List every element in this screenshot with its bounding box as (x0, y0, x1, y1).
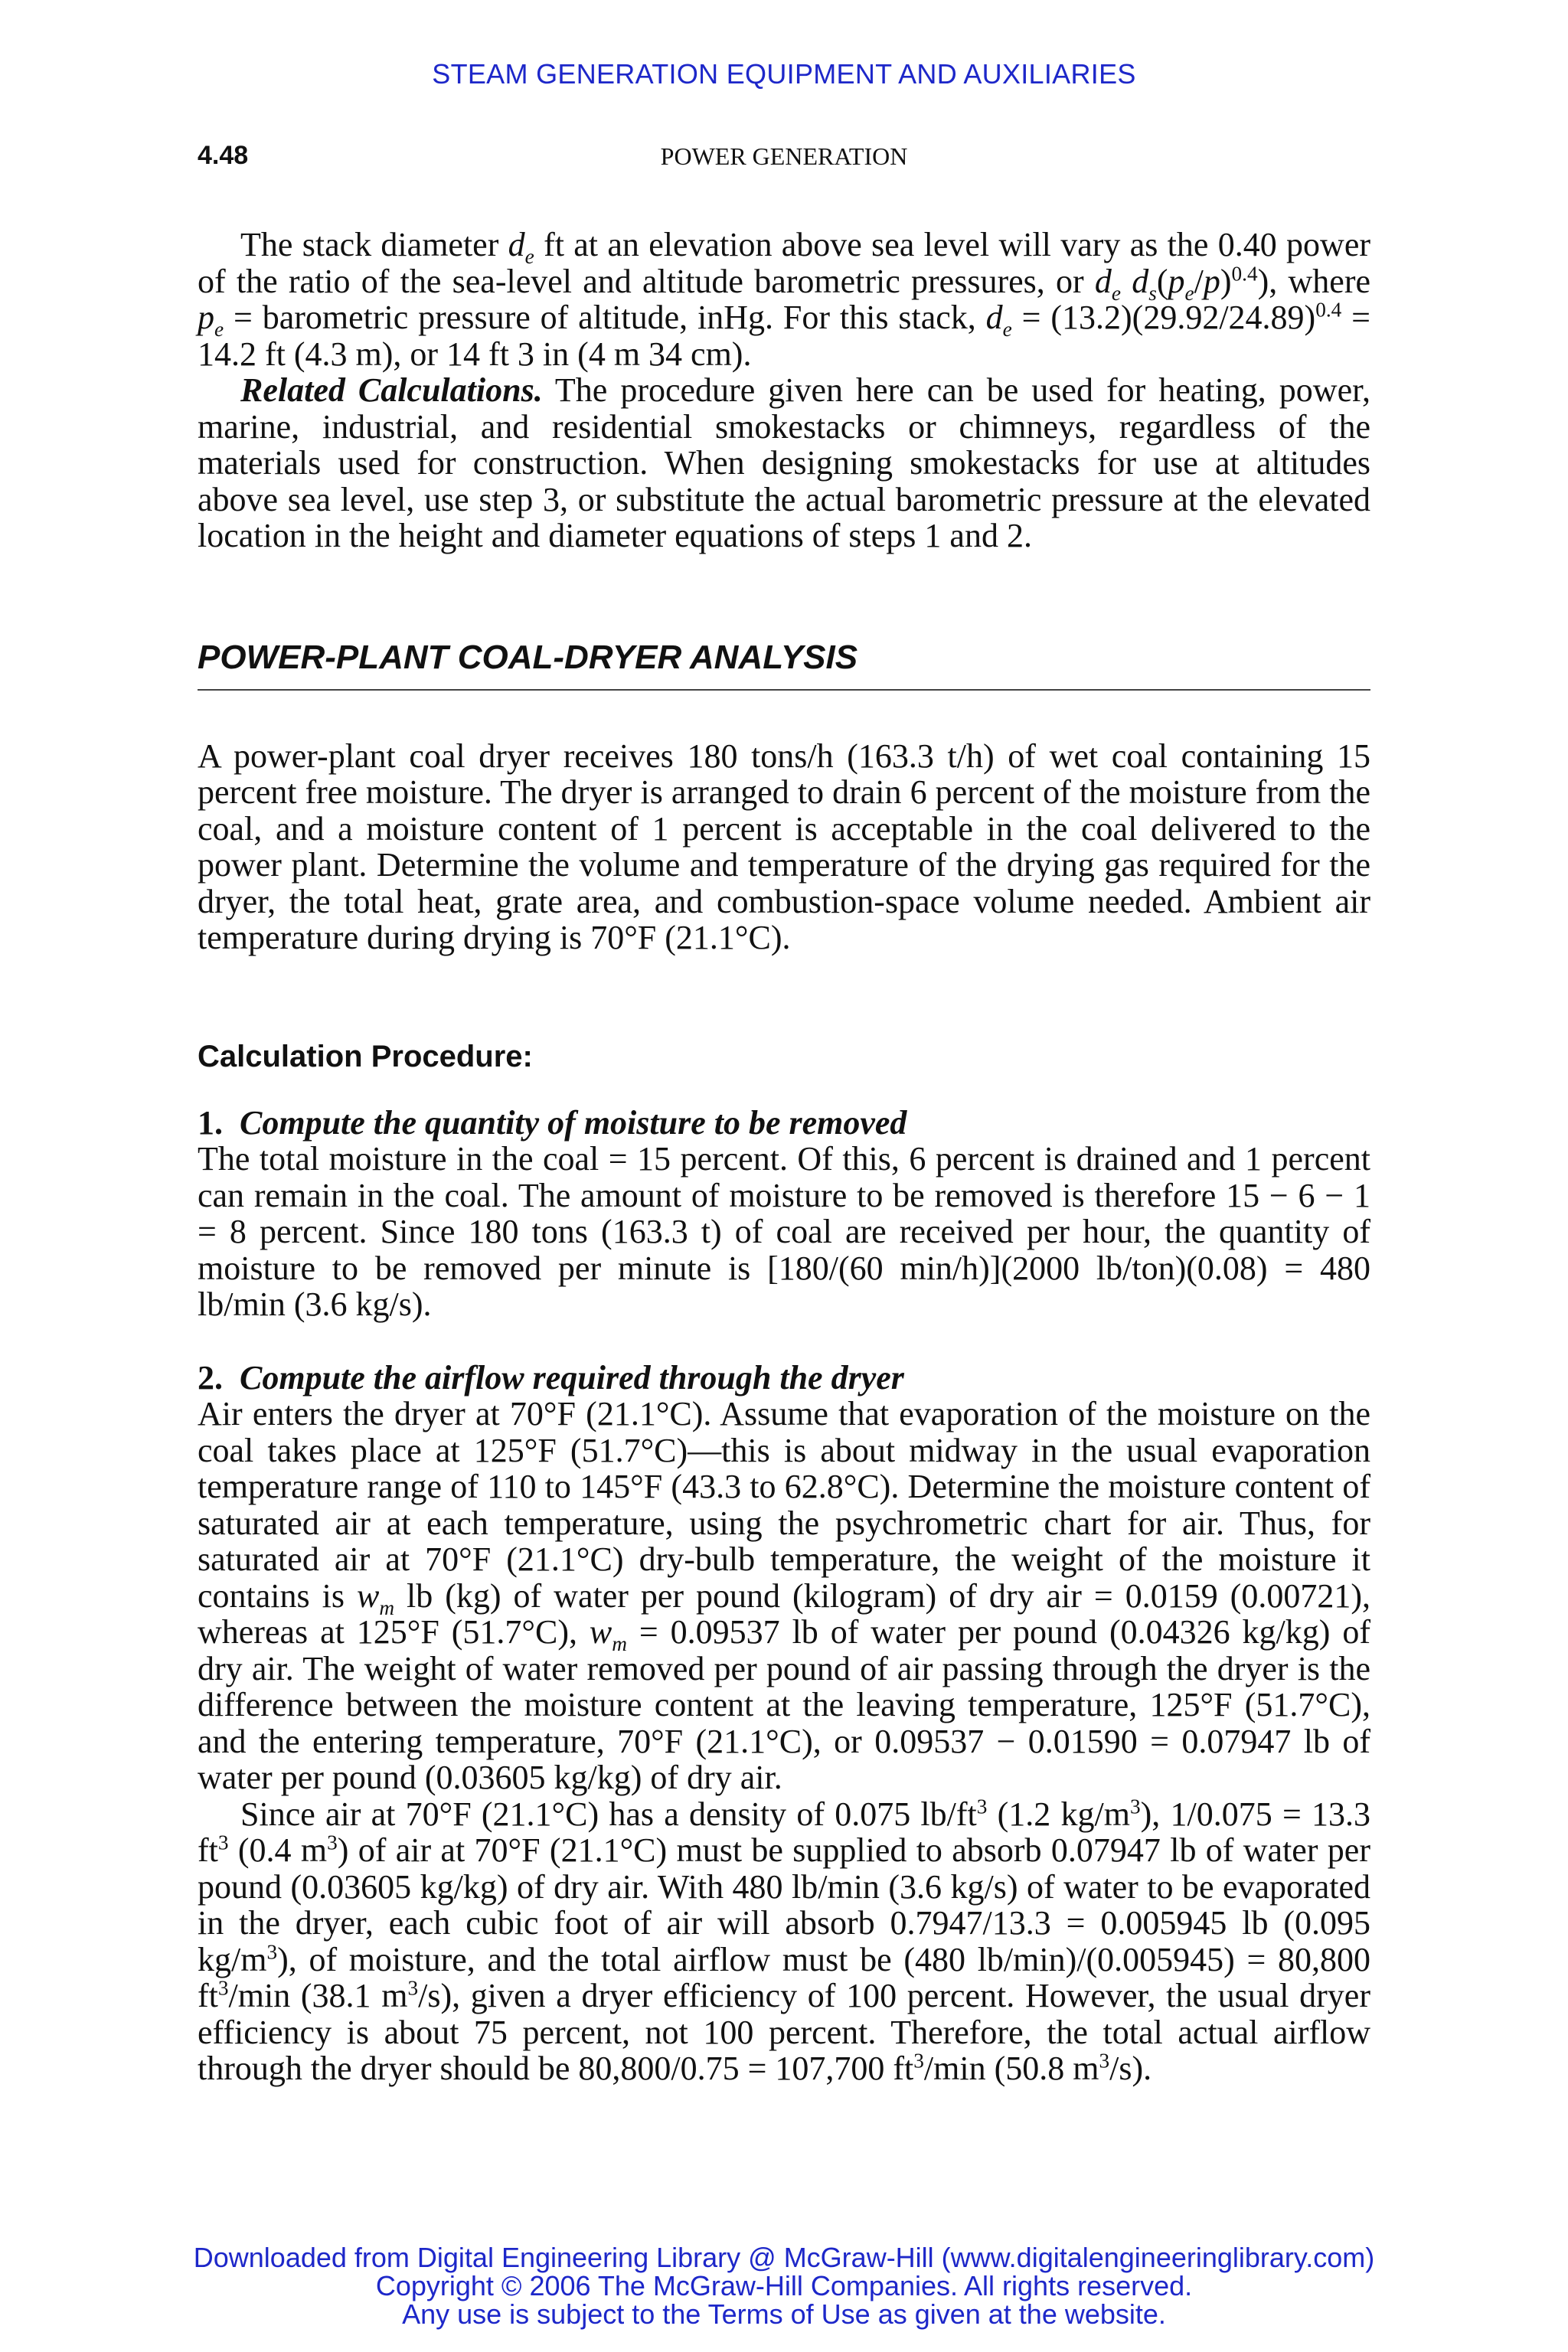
section-title: POWER-PLANT COAL-DRYER ANALYSIS (198, 635, 1370, 691)
footer (0, 2243, 1568, 2328)
footer-copyright-line: Copyright © 2006 The McGraw-Hill Companies. All rights reserved. (375, 2270, 1193, 2301)
stack-diameter-paragraph: The stack diameter $d_e$ ft at an elevation above sea level will vary as the 0.40 power of the ratio of the sea-level and altitude barometric pressures, or $d_e$ $d_s(p_e/p)^{0.4}$), where $p_e$ = barometric pressure of altitude, inHg. For this stack, $d_e = (13.2)(29.92/24.89)^{0.4} = 14.2$ ft (4.3 m), or 14 ft 3 in (4 m 34 cm). (198, 226, 1371, 373)
calculation-procedure-heading: Calculation Procedure: (198, 1039, 533, 1073)
related-calculations-label: Related Calculations. (240, 371, 543, 409)
footer-download-line: Downloaded from Digital Engineering Library @ McGraw-Hill (www.digitalengineeringlibrary.com) (193, 2242, 1375, 2273)
book-title: POWER GENERATION (660, 142, 908, 170)
footer-terms-line: Any use is subject to the Terms of Use as given at the website. (402, 2298, 1166, 2330)
running-head: STEAM GENERATION EQUIPMENT AND AUXILIARIES (432, 58, 1136, 90)
step-2-paragraph-1: Air enters the dryer at 70°F (21.1°C). Assume that evaporation of the moisture on the coal takes place at 125°F (51.7°C)—this is about midway in the usual evaporation temperature range of 110 to 145°F (43.3 to 62.8°C). Determine the moisture content of saturated air at each temperature, using the psychrometric chart for air. Thus, for saturated air at 70°F (21.1°C) dry-bulb temperature, the weight of the moisture it contains is $w_m$ lb (kg) of water per pound (kilogram) of dry air = 0.0159 (0.00721), whereas at 125°F (51.7°C), $w_m = 0.09537$ lb of water per pound (0.04326 kg/kg) of dry air. The weight of water removed per pound of air passing through the dryer is the difference between the moisture content at the leaving temperature, 125°F (51.7°C), and the entering temperature, 70°F (21.1°C), or 0.09537 − 0.01590 = 0.07947 lb of water per pound (0.03605 kg/kg) of dry air. (198, 1395, 1371, 1796)
problem-statement: A power-plant coal dryer receives 180 tons/h (163.3 t/h) of wet coal containing 15 percent free moisture. The dryer is arranged to drain 6 percent of the moisture from the coal, and a moisture content of 1 percent is acceptable in the coal delivered to the power plant. Determine the volume and temperature of the drying gas required for the dryer, the total heat, grate area, and combustion-space volume needed. Ambient air temperature during drying is 70°F (21.1°C). (198, 737, 1370, 956)
page-number: 4.48 (198, 141, 249, 170)
related-calculations-paragraph: Related Calculations. The procedure given here can be used for heating, power, marine, industrial, and residential smokestacks or chimneys, regardless of the materials used for construction. When designing smokestacks for use at altitudes above sea level, use step 3, or substitute the actual barometric pressure at the elevated location in the height and diameter equations of steps 1 and 2. (198, 371, 1370, 554)
step-2-heading: 2. Compute the airflow required through the dryer (198, 1358, 904, 1396)
page-content (198, 227, 1370, 2087)
step-2-paragraph-2: Since air at 70°F (21.1°C) has a density of 0.075 $lb/ft^3$ (1.2 $kg/m^3$), 1/0.075 = 13.3 $ft^3$ (0.4 $m^3$) of air at 70°F (21.1°C) must be supplied to absorb 0.07947 lb of water per pound (0.03605 kg/kg) of dry air. With 480 lb/min (3.6 kg/s) of water to be evaporated in the dryer, each cubic foot of air will absorb 0.7947/13.3 = 0.005945 lb (0.095 $kg/m^3$), of moisture, and the total airflow must be (480 lb/min)/(0.005945) = 80,800 $ft^3/\min$ (38.1 $m^3/s$), given a dryer efficiency of 100 percent. However, the usual dryer efficiency is about 75 percent, not 100 percent. Therefore, the total actual airflow through the dryer should be 80,800/0.75 = 107,700 $ft^3/\min$ (50.8 $m^3/s$). (198, 1794, 1370, 2087)
step-1-heading: 1. Compute the quantity of moisture to be removed (198, 1103, 907, 1142)
step-1-text: The total moisture in the coal = 15 percent. Of this, 6 percent is drained and 1 percent can remain in the coal. The amount of moisture to be removed is therefore 15 − 6 − 1 = 8 percent. Since 180 tons (163.3 t) of coal are received per hour, the quantity of moisture to be removed per minute is [180/(60 min/h)](2000 lb/ton)(0.08) = 480 lb/min (3.6 kg/s). (198, 1140, 1370, 1323)
